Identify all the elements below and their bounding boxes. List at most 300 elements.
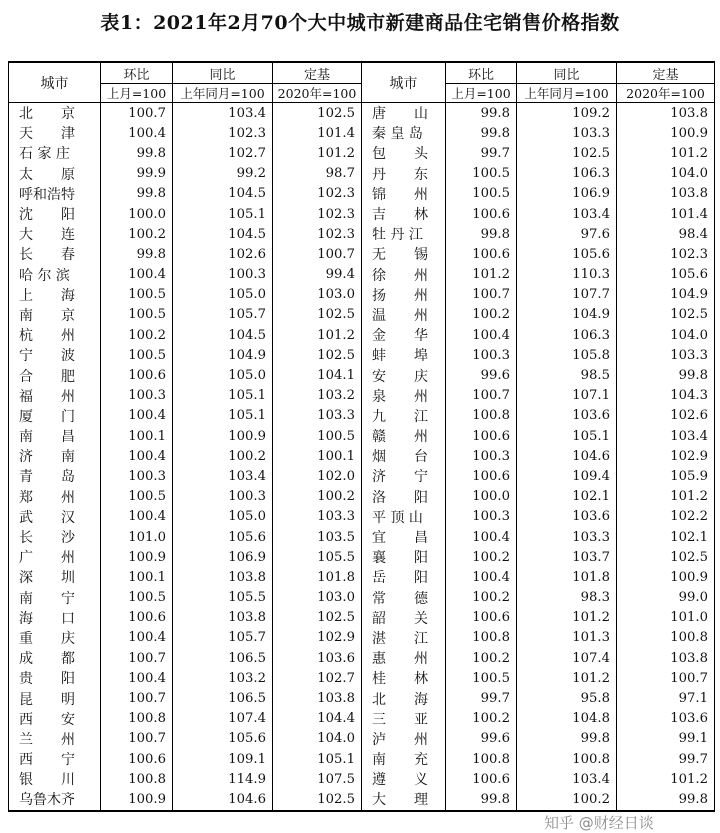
left-fixed-value: 103.0 xyxy=(273,285,362,305)
left-fixed-value: 101.2 xyxy=(273,143,362,163)
table-row xyxy=(9,386,715,406)
left-yoy-value: 103.4 xyxy=(173,103,273,124)
left-mom-value: 100.7 xyxy=(101,648,173,668)
header-fixed-base-right: 2020年=100 xyxy=(617,84,715,103)
header-yoy-right: 同比 xyxy=(517,62,617,84)
right-city-name: 蚌 埠 xyxy=(362,345,446,365)
table-row xyxy=(9,123,715,143)
right-city-name: 金 华 xyxy=(362,325,446,345)
right-mom-value: 100.6 xyxy=(446,204,517,224)
right-mom-value: 100.4 xyxy=(446,325,517,345)
header-fixed-base-left: 2020年=100 xyxy=(273,84,362,103)
right-city-name: 大 理 xyxy=(362,789,446,810)
left-fixed-value: 101.4 xyxy=(273,123,362,143)
left-mom-value: 99.8 xyxy=(101,244,173,264)
right-mom-value: 100.4 xyxy=(446,567,517,587)
right-yoy-value: 102.5 xyxy=(517,143,617,163)
left-city-name: 哈 尔 滨 xyxy=(9,265,101,285)
right-yoy-value: 109.2 xyxy=(517,103,617,124)
left-fixed-value: 103.3 xyxy=(273,507,362,527)
left-fixed-value: 105.1 xyxy=(273,749,362,769)
right-yoy-value: 104.9 xyxy=(517,305,617,325)
right-yoy-value: 105.8 xyxy=(517,345,617,365)
table-row xyxy=(9,285,715,305)
right-city-name: 锦 州 xyxy=(362,184,446,204)
right-mom-value: 99.8 xyxy=(446,123,517,143)
left-fixed-value: 103.3 xyxy=(273,406,362,426)
left-mom-value: 100.3 xyxy=(101,386,173,406)
left-mom-value: 100.2 xyxy=(101,325,173,345)
table-row xyxy=(9,204,715,224)
left-fixed-value: 102.7 xyxy=(273,668,362,688)
left-mom-value: 100.9 xyxy=(101,547,173,567)
left-mom-value: 100.1 xyxy=(101,426,173,446)
left-yoy-value: 104.5 xyxy=(173,325,273,345)
right-yoy-value: 99.8 xyxy=(517,729,617,749)
left-yoy-value: 103.8 xyxy=(173,567,273,587)
table-title: 表1：2021年2月70个大中城市新建商品住宅销售价格指数 xyxy=(100,12,620,34)
right-yoy-value: 102.1 xyxy=(517,487,617,507)
left-city-name: 杭 州 xyxy=(9,325,101,345)
left-yoy-value: 100.3 xyxy=(173,487,273,507)
left-city-name: 沈 阳 xyxy=(9,204,101,224)
right-mom-value: 100.2 xyxy=(446,648,517,668)
table-row xyxy=(9,466,715,486)
table-row xyxy=(9,567,715,587)
left-yoy-value: 109.1 xyxy=(173,749,273,769)
right-mom-value: 100.4 xyxy=(446,527,517,547)
left-fixed-value: 102.0 xyxy=(273,466,362,486)
right-fixed-value: 103.4 xyxy=(617,426,715,446)
left-yoy-value: 105.0 xyxy=(173,507,273,527)
table-row xyxy=(9,729,715,749)
left-fixed-value: 100.7 xyxy=(273,244,362,264)
right-yoy-value: 100.8 xyxy=(517,749,617,769)
right-fixed-value: 104.3 xyxy=(617,386,715,406)
left-fixed-value: 98.7 xyxy=(273,164,362,184)
right-yoy-value: 103.3 xyxy=(517,123,617,143)
right-fixed-value: 102.5 xyxy=(617,547,715,567)
right-mom-value: 100.3 xyxy=(446,507,517,527)
left-yoy-value: 104.6 xyxy=(173,789,273,810)
right-fixed-value: 104.0 xyxy=(617,164,715,184)
left-yoy-value: 102.3 xyxy=(173,123,273,143)
right-fixed-value: 103.8 xyxy=(617,184,715,204)
left-yoy-value: 105.7 xyxy=(173,628,273,648)
left-fixed-value: 103.0 xyxy=(273,588,362,608)
left-fixed-value: 102.9 xyxy=(273,628,362,648)
left-mom-value: 100.7 xyxy=(101,688,173,708)
left-mom-value: 100.8 xyxy=(101,769,173,789)
right-yoy-value: 101.2 xyxy=(517,668,617,688)
left-fixed-value: 101.2 xyxy=(273,325,362,345)
table-row xyxy=(9,103,715,124)
left-city-name: 昆 明 xyxy=(9,688,101,708)
right-fixed-value: 102.2 xyxy=(617,507,715,527)
table-row xyxy=(9,143,715,163)
right-mom-value: 100.8 xyxy=(446,628,517,648)
left-city-name: 青 岛 xyxy=(9,466,101,486)
table-row xyxy=(9,547,715,567)
left-yoy-value: 105.7 xyxy=(173,305,273,325)
left-fixed-value: 102.3 xyxy=(273,204,362,224)
header-mom-base-right: 上月=100 xyxy=(446,84,517,103)
table-row xyxy=(9,628,715,648)
table-row xyxy=(9,487,715,507)
right-yoy-value: 103.4 xyxy=(517,204,617,224)
right-fixed-value: 103.3 xyxy=(617,345,715,365)
left-city-name: 北 京 xyxy=(9,103,101,124)
left-mom-value: 100.6 xyxy=(101,749,173,769)
right-fixed-value: 100.8 xyxy=(617,628,715,648)
header-mom-left: 环比 xyxy=(101,62,173,84)
right-fixed-value: 102.3 xyxy=(617,244,715,264)
right-city-name: 南 充 xyxy=(362,749,446,769)
table-row xyxy=(9,709,715,729)
left-mom-value: 100.9 xyxy=(101,789,173,810)
right-yoy-value: 97.6 xyxy=(517,224,617,244)
table-row xyxy=(9,406,715,426)
left-city-name: 天 津 xyxy=(9,123,101,143)
right-city-name: 惠 州 xyxy=(362,648,446,668)
header-fixed-left: 定基 xyxy=(273,62,362,84)
left-yoy-value: 103.2 xyxy=(173,668,273,688)
left-yoy-value: 114.9 xyxy=(173,769,273,789)
right-fixed-value: 104.0 xyxy=(617,325,715,345)
right-mom-value: 100.5 xyxy=(446,184,517,204)
left-yoy-value: 105.6 xyxy=(173,527,273,547)
left-fixed-value: 103.5 xyxy=(273,527,362,547)
right-fixed-value: 99.1 xyxy=(617,729,715,749)
left-city-name: 成 都 xyxy=(9,648,101,668)
left-city-name: 贵 阳 xyxy=(9,668,101,688)
right-fixed-value: 99.7 xyxy=(617,749,715,769)
right-fixed-value: 103.8 xyxy=(617,103,715,124)
right-yoy-value: 101.2 xyxy=(517,608,617,628)
left-yoy-value: 103.4 xyxy=(173,466,273,486)
left-city-name: 兰 州 xyxy=(9,729,101,749)
left-yoy-value: 105.0 xyxy=(173,365,273,385)
right-city-name: 秦 皇 岛 xyxy=(362,123,446,143)
left-mom-value: 100.5 xyxy=(101,345,173,365)
table-row xyxy=(9,446,715,466)
right-mom-value: 100.6 xyxy=(446,608,517,628)
right-fixed-value: 98.4 xyxy=(617,224,715,244)
table-row xyxy=(9,588,715,608)
right-city-name: 温 州 xyxy=(362,305,446,325)
right-mom-value: 100.3 xyxy=(446,345,517,365)
left-city-name: 武 汉 xyxy=(9,507,101,527)
left-city-name: 厦 门 xyxy=(9,406,101,426)
left-mom-value: 100.4 xyxy=(101,265,173,285)
right-yoy-value: 104.8 xyxy=(517,709,617,729)
right-city-name: 湛 江 xyxy=(362,628,446,648)
right-fixed-value: 102.5 xyxy=(617,305,715,325)
left-fixed-value: 100.5 xyxy=(273,426,362,446)
left-mom-value: 100.7 xyxy=(101,729,173,749)
left-yoy-value: 105.1 xyxy=(173,204,273,224)
left-city-name: 乌鲁木齐 xyxy=(9,789,101,810)
right-fixed-value: 103.6 xyxy=(617,709,715,729)
right-mom-value: 99.7 xyxy=(446,688,517,708)
left-mom-value: 100.4 xyxy=(101,628,173,648)
left-mom-value: 99.8 xyxy=(101,143,173,163)
right-yoy-value: 110.3 xyxy=(517,265,617,285)
right-mom-value: 99.6 xyxy=(446,729,517,749)
right-fixed-value: 104.9 xyxy=(617,285,715,305)
right-yoy-value: 103.6 xyxy=(517,507,617,527)
right-fixed-value: 101.2 xyxy=(617,769,715,789)
table-row xyxy=(9,325,715,345)
left-fixed-value: 107.5 xyxy=(273,769,362,789)
right-mom-value: 99.8 xyxy=(446,789,517,810)
left-city-name: 银 川 xyxy=(9,769,101,789)
left-mom-value: 100.4 xyxy=(101,446,173,466)
right-yoy-value: 103.3 xyxy=(517,527,617,547)
table-row xyxy=(9,244,715,264)
table-row xyxy=(9,608,715,628)
left-city-name: 大 连 xyxy=(9,224,101,244)
left-mom-value: 100.5 xyxy=(101,588,173,608)
right-fixed-value: 101.0 xyxy=(617,608,715,628)
left-city-name: 海 口 xyxy=(9,608,101,628)
right-yoy-value: 109.4 xyxy=(517,466,617,486)
left-mom-value: 100.1 xyxy=(101,567,173,587)
left-fixed-value: 103.2 xyxy=(273,386,362,406)
right-fixed-value: 99.8 xyxy=(617,789,715,810)
left-city-name: 西 安 xyxy=(9,709,101,729)
right-mom-value: 101.2 xyxy=(446,265,517,285)
table-row xyxy=(9,668,715,688)
right-yoy-value: 98.3 xyxy=(517,588,617,608)
left-city-name: 郑 州 xyxy=(9,487,101,507)
right-city-name: 泸 州 xyxy=(362,729,446,749)
left-fixed-value: 104.1 xyxy=(273,365,362,385)
right-yoy-value: 105.6 xyxy=(517,244,617,264)
table-row xyxy=(9,426,715,446)
right-city-name: 常 德 xyxy=(362,588,446,608)
right-yoy-value: 103.7 xyxy=(517,547,617,567)
right-fixed-value: 105.9 xyxy=(617,466,715,486)
left-fixed-value: 102.5 xyxy=(273,305,362,325)
right-mom-value: 100.2 xyxy=(446,305,517,325)
left-city-name: 石 家 庄 xyxy=(9,143,101,163)
right-mom-value: 100.6 xyxy=(446,466,517,486)
right-mom-value: 100.5 xyxy=(446,668,517,688)
left-city-name: 济 南 xyxy=(9,446,101,466)
right-fixed-value: 105.6 xyxy=(617,265,715,285)
left-city-name: 宁 波 xyxy=(9,345,101,365)
table-row xyxy=(9,789,715,810)
left-mom-value: 100.6 xyxy=(101,608,173,628)
left-city-name: 南 昌 xyxy=(9,426,101,446)
left-yoy-value: 104.9 xyxy=(173,345,273,365)
right-fixed-value: 100.9 xyxy=(617,123,715,143)
table-row xyxy=(9,365,715,385)
left-mom-value: 100.7 xyxy=(101,103,173,124)
right-fixed-value: 99.0 xyxy=(617,588,715,608)
right-mom-value: 100.5 xyxy=(446,164,517,184)
table-row xyxy=(9,164,715,184)
left-city-name: 深 圳 xyxy=(9,567,101,587)
left-fixed-value: 102.5 xyxy=(273,345,362,365)
right-city-name: 无 锡 xyxy=(362,244,446,264)
right-mom-value: 99.8 xyxy=(446,103,517,124)
left-mom-value: 100.4 xyxy=(101,668,173,688)
right-yoy-value: 103.4 xyxy=(517,769,617,789)
right-mom-value: 100.2 xyxy=(446,588,517,608)
right-city-name: 洛 阳 xyxy=(362,487,446,507)
table-body xyxy=(9,103,715,811)
left-yoy-value: 105.1 xyxy=(173,406,273,426)
right-mom-value: 100.8 xyxy=(446,749,517,769)
left-city-name: 福 州 xyxy=(9,386,101,406)
right-yoy-value: 101.3 xyxy=(517,628,617,648)
right-mom-value: 100.3 xyxy=(446,446,517,466)
table-row xyxy=(9,769,715,789)
left-yoy-value: 105.6 xyxy=(173,729,273,749)
right-yoy-value: 98.5 xyxy=(517,365,617,385)
right-city-name: 桂 林 xyxy=(362,668,446,688)
right-fixed-value: 101.2 xyxy=(617,143,715,163)
right-city-name: 韶 关 xyxy=(362,608,446,628)
right-fixed-value: 102.1 xyxy=(617,527,715,547)
right-city-name: 烟 台 xyxy=(362,446,446,466)
header-mom-base-left: 上月=100 xyxy=(101,84,173,103)
table-row xyxy=(9,688,715,708)
right-city-name: 三 亚 xyxy=(362,709,446,729)
right-yoy-value: 101.8 xyxy=(517,567,617,587)
right-fixed-value: 99.8 xyxy=(617,365,715,385)
right-city-name: 北 海 xyxy=(362,688,446,708)
right-city-name: 丹 东 xyxy=(362,164,446,184)
left-city-name: 合 肥 xyxy=(9,365,101,385)
right-city-name: 赣 州 xyxy=(362,426,446,446)
left-mom-value: 100.4 xyxy=(101,406,173,426)
left-yoy-value: 102.6 xyxy=(173,244,273,264)
left-city-name: 南 宁 xyxy=(9,588,101,608)
right-city-name: 宜 昌 xyxy=(362,527,446,547)
header-yoy-base-left: 上年同月=100 xyxy=(173,84,273,103)
right-city-name: 扬 州 xyxy=(362,285,446,305)
left-city-name: 呼和浩特 xyxy=(9,184,101,204)
left-mom-value: 99.9 xyxy=(101,164,173,184)
header-yoy-left: 同比 xyxy=(173,62,273,84)
right-yoy-value: 103.6 xyxy=(517,406,617,426)
left-fixed-value: 104.0 xyxy=(273,729,362,749)
table-row xyxy=(9,648,715,668)
left-yoy-value: 105.0 xyxy=(173,285,273,305)
right-mom-value: 100.6 xyxy=(446,426,517,446)
left-mom-value: 101.0 xyxy=(101,527,173,547)
right-mom-value: 100.0 xyxy=(446,487,517,507)
header-yoy-base-right: 上年同月=100 xyxy=(517,84,617,103)
right-city-name: 九 江 xyxy=(362,406,446,426)
left-city-name: 西 宁 xyxy=(9,749,101,769)
left-yoy-value: 105.5 xyxy=(173,588,273,608)
left-city-name: 长 春 xyxy=(9,244,101,264)
table-row xyxy=(9,265,715,285)
right-yoy-value: 104.6 xyxy=(517,446,617,466)
right-yoy-value: 107.7 xyxy=(517,285,617,305)
right-city-name: 岳 阳 xyxy=(362,567,446,587)
right-city-name: 包 头 xyxy=(362,143,446,163)
left-mom-value: 100.8 xyxy=(101,709,173,729)
table-row xyxy=(9,224,715,244)
right-yoy-value: 100.2 xyxy=(517,789,617,810)
left-mom-value: 100.5 xyxy=(101,305,173,325)
right-city-name: 平 顶 山 xyxy=(362,507,446,527)
left-fixed-value: 103.8 xyxy=(273,688,362,708)
left-city-name: 太 原 xyxy=(9,164,101,184)
left-mom-value: 100.6 xyxy=(101,365,173,385)
left-fixed-value: 102.3 xyxy=(273,184,362,204)
left-yoy-value: 107.4 xyxy=(173,709,273,729)
right-city-name: 安 庆 xyxy=(362,365,446,385)
left-yoy-value: 104.5 xyxy=(173,184,273,204)
left-mom-value: 100.4 xyxy=(101,507,173,527)
left-yoy-value: 99.2 xyxy=(173,164,273,184)
table-row xyxy=(9,749,715,769)
header-fixed-right: 定基 xyxy=(617,62,715,84)
left-city-name: 南 京 xyxy=(9,305,101,325)
right-mom-value: 99.6 xyxy=(446,365,517,385)
left-yoy-value: 106.5 xyxy=(173,688,273,708)
left-fixed-value: 103.6 xyxy=(273,648,362,668)
table-row xyxy=(9,527,715,547)
right-mom-value: 99.7 xyxy=(446,143,517,163)
right-mom-value: 100.6 xyxy=(446,769,517,789)
left-fixed-value: 101.8 xyxy=(273,567,362,587)
left-fixed-value: 99.4 xyxy=(273,265,362,285)
header-mom-right: 环比 xyxy=(446,62,517,84)
right-city-name: 徐 州 xyxy=(362,265,446,285)
right-mom-value: 100.2 xyxy=(446,709,517,729)
left-fixed-value: 105.5 xyxy=(273,547,362,567)
left-city-name: 广 州 xyxy=(9,547,101,567)
right-fixed-value: 101.2 xyxy=(617,487,715,507)
right-mom-value: 100.8 xyxy=(446,406,517,426)
right-fixed-value: 103.8 xyxy=(617,648,715,668)
right-mom-value: 100.2 xyxy=(446,547,517,567)
right-yoy-value: 106.3 xyxy=(517,164,617,184)
right-mom-value: 100.7 xyxy=(446,285,517,305)
right-fixed-value: 101.4 xyxy=(617,204,715,224)
left-yoy-value: 100.2 xyxy=(173,446,273,466)
table-row xyxy=(9,184,715,204)
right-city-name: 襄 阳 xyxy=(362,547,446,567)
left-mom-value: 100.0 xyxy=(101,204,173,224)
left-yoy-value: 100.9 xyxy=(173,426,273,446)
left-fixed-value: 102.5 xyxy=(273,103,362,124)
right-mom-value: 100.6 xyxy=(446,244,517,264)
table-row xyxy=(9,507,715,527)
right-yoy-value: 95.8 xyxy=(517,688,617,708)
left-mom-value: 100.4 xyxy=(101,123,173,143)
left-fixed-value: 104.4 xyxy=(273,709,362,729)
right-mom-value: 99.8 xyxy=(446,224,517,244)
right-city-name: 唐 山 xyxy=(362,103,446,124)
left-yoy-value: 106.5 xyxy=(173,648,273,668)
right-city-name: 泉 州 xyxy=(362,386,446,406)
header-city-right: 城市 xyxy=(362,62,446,103)
right-fixed-value: 100.7 xyxy=(617,668,715,688)
right-yoy-value: 107.4 xyxy=(517,648,617,668)
right-fixed-value: 102.9 xyxy=(617,446,715,466)
left-yoy-value: 104.5 xyxy=(173,224,273,244)
zhihu-watermark: 知乎 @财经日谈 xyxy=(544,814,654,832)
left-city-name: 重 庆 xyxy=(9,628,101,648)
